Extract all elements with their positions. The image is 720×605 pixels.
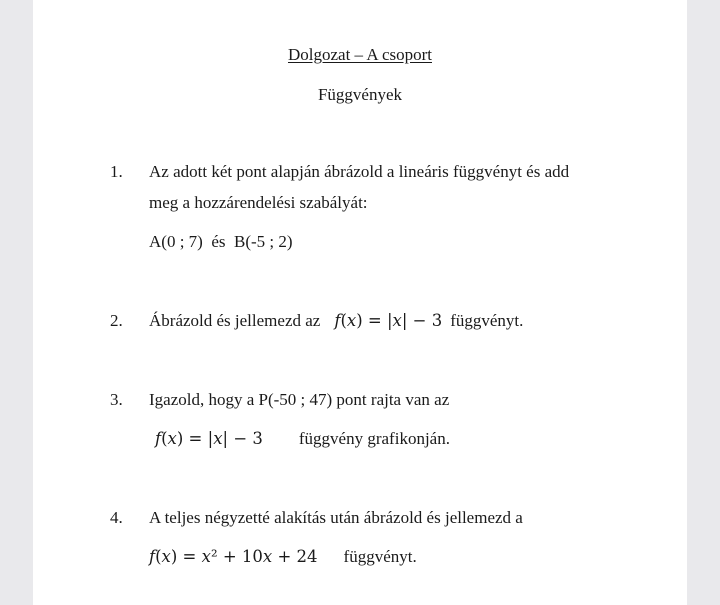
- task-4-suffix: függvényt.: [343, 547, 417, 566]
- task-4-number: 4.: [110, 508, 123, 527]
- task-2-formula: f(x) = |x| − 3: [334, 311, 443, 330]
- task-2-line: [149, 311, 523, 331]
- task-1-number: 1.: [110, 162, 123, 181]
- task-3-suffix: függvény grafikonján.: [298, 429, 450, 448]
- task-1-line-1: Az adott két pont alapján ábrázold a lineáris függvényt és add: [149, 162, 570, 181]
- task-3-line-2: [155, 429, 450, 449]
- task-2-suffix: függvényt.: [450, 311, 524, 330]
- task-1-points: A(0 ; 7) és B(-5 ; 2): [149, 232, 293, 251]
- task-3-number: 3.: [110, 390, 123, 409]
- task-1-line-2: meg a hozzárendelési szabályát:: [149, 193, 368, 212]
- task-3-line-1: Igazold, hogy a P(-50 ; 47) pont rajta van az: [149, 390, 450, 409]
- task-2-number: 2.: [110, 311, 123, 330]
- task-3-formula: f(x) = |x| − 3: [155, 429, 263, 448]
- document-subtitle: Függvények: [317, 85, 403, 104]
- task-2-text: Ábrázold és jellemezd az: [149, 311, 321, 330]
- document-page: [33, 0, 687, 605]
- task-4-line-2: [149, 547, 417, 567]
- document-title: Dolgozat – A csoport: [287, 45, 432, 64]
- task-4-line-1: A teljes négyzetté alakítás után ábrázold és jellemezd a: [149, 508, 523, 527]
- task-4-formula: f(x) = x² + 10x + 24: [149, 547, 318, 566]
